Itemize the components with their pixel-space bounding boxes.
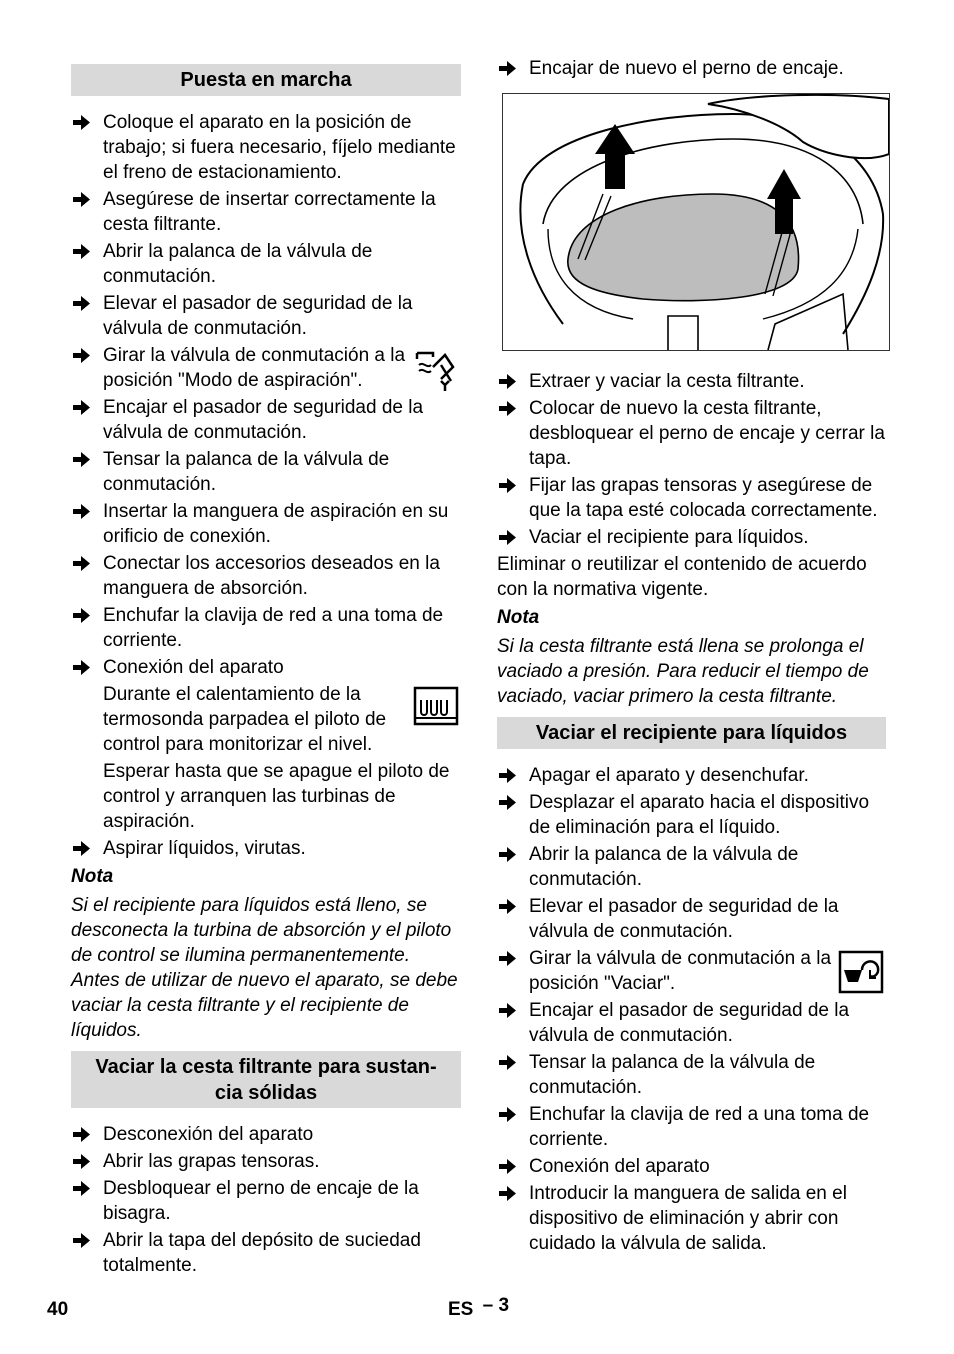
step-text: Abrir la tapa del depósito de suciedad totalmente.: [103, 1230, 421, 1276]
step-text: Desconexión del aparato: [103, 1124, 314, 1145]
note-label: Nota: [497, 607, 540, 628]
level-indicator-icon: [411, 684, 461, 732]
left-column: [71, 56, 461, 1280]
step-text: Elevar el pasador de seguridad de la válvula de conmutación.: [529, 896, 839, 942]
step-text: Conexión del aparato: [103, 657, 284, 678]
heating-info: [71, 682, 461, 757]
step-text: Encajar de nuevo el perno de encaje.: [529, 58, 844, 79]
right-arrow-icon: [73, 1154, 90, 1169]
note-label: Nota: [71, 866, 114, 887]
step-text: Desplazar el aparato hacia el dispositivo de eliminación para el líquido.: [529, 792, 870, 838]
right-arrow-icon: [499, 1159, 516, 1174]
step-text: Abrir la palanca de la válvula de conmutación.: [103, 241, 373, 287]
empty-mode-icon: [836, 948, 886, 996]
right-arrow-icon: [499, 847, 516, 862]
step-text: Fijar las grapas tensoras y asegúrese de que la tapa esté colocada correctamente.: [529, 475, 878, 521]
step-turn-valve-empty: [497, 946, 886, 996]
right-arrow-icon: [499, 1055, 516, 1070]
note-text: Si el recipiente para líquidos está lleno, se desconecta la turbina de absorción y el piloto de control se ilumina permanentemente. Antes de utilizar de nuevo el aparato, se debe vaciar la cesta filtrante y el recipiente de líquidos.: [71, 895, 458, 1041]
heating-text: Durante el calentamiento de la termosonda parpadea el piloto de control para monitorizar el nivel.: [103, 684, 387, 755]
step-text: Encajar el pasador de seguridad de la válvula de conmutación.: [529, 1000, 850, 1046]
step-plug-in: [497, 1102, 886, 1152]
right-arrow-icon: [499, 1186, 516, 1201]
right-arrow-icon: [73, 1181, 90, 1196]
heading-line: cia sólidas: [214, 1082, 318, 1104]
step-text: Girar la válvula de conmutación a la posición "Modo de aspiración".: [103, 345, 406, 391]
step-text: Asegúrese de insertar correctamente la cesta filtrante.: [103, 189, 436, 235]
step-text: Apagar el aparato y desenchufar.: [529, 765, 809, 786]
right-arrow-icon: [499, 899, 516, 914]
step-text: Tensar la palanca de la válvula de conmutación.: [103, 449, 390, 495]
section-heading-empty-basket: [71, 1051, 461, 1108]
step-open-clamps: [71, 1149, 461, 1174]
step-text: Tensar la palanca de la válvula de conmutación.: [529, 1052, 816, 1098]
right-arrow-icon: [73, 296, 90, 311]
step-connect-accessories: [71, 551, 461, 601]
step-text: Introducir la manguera de salida en el dispositivo de eliminación y abrir con cuidado la válvula de salida.: [529, 1183, 847, 1254]
right-arrow-icon: [73, 115, 90, 130]
step-open-lever: [497, 842, 886, 892]
step-text: Coloque el aparato en la posición de trabajo; si fuera necesario, fíjelo mediante el freno de estacionamiento.: [103, 112, 456, 183]
page-number: 40: [47, 1299, 69, 1320]
step-text: Insertar la manguera de aspiración en su orificio de conexión.: [103, 501, 449, 547]
right-arrow-icon: [73, 504, 90, 519]
right-arrow-icon: [73, 348, 90, 363]
step-insert-drain-hose: [497, 1181, 886, 1256]
right-arrow-icon: [73, 556, 90, 571]
right-arrow-icon: [73, 452, 90, 467]
step-raise-pin: [497, 894, 886, 944]
step-turn-off-unplug: [497, 763, 886, 788]
filter-basket-illustration: [502, 93, 890, 351]
right-arrow-icon: [499, 401, 516, 416]
section-heading-empty-liquids: Vaciar el recipiente para líquidos: [497, 717, 886, 749]
step-replace-basket: [497, 396, 886, 471]
right-arrow-icon: [499, 374, 516, 389]
step-text: Extraer y vaciar la cesta filtrante.: [529, 371, 805, 392]
step-switch-on: [497, 1154, 886, 1179]
step-position-device: [71, 110, 461, 185]
heading-line: Vaciar la cesta filtrante para sustan-: [95, 1056, 437, 1078]
step-raise-pin: [71, 291, 461, 341]
step-fix-clamps: [497, 473, 886, 523]
right-arrow-icon: [73, 660, 90, 675]
step-text: Enchufar la clavija de red a una toma de corriente.: [103, 605, 444, 651]
step-text: Conectar los accesorios deseados en la manguera de absorción.: [103, 553, 440, 599]
dispose-text: Eliminar o reutilizar el contenido de acuerdo con la normativa vigente.: [497, 554, 867, 600]
right-arrow-icon: [73, 244, 90, 259]
wait-text: Esperar hasta que se apague el piloto de control y arranquen las turbinas de aspiración.: [103, 761, 450, 832]
step-text: Abrir la palanca de la válvula de conmutación.: [529, 844, 799, 890]
right-arrow-icon: [73, 841, 90, 856]
step-insert-basket: [71, 187, 461, 237]
right-arrow-icon: [499, 768, 516, 783]
step-insert-hose: [71, 499, 461, 549]
right-arrow-icon: [499, 61, 516, 76]
suction-mode-icon: [411, 345, 461, 393]
step-text: Elevar el pasador de seguridad de la válvula de conmutación.: [103, 293, 413, 339]
step-lock-pin: [71, 395, 461, 445]
right-arrow-icon: [73, 400, 90, 415]
right-column: [497, 56, 886, 1258]
step-relock-pin: [497, 56, 886, 81]
step-turn-valve-suction: [71, 343, 461, 393]
language-code: ES: [448, 1299, 474, 1320]
right-arrow-icon: [73, 608, 90, 623]
step-text: Vaciar el recipiente para líquidos.: [529, 527, 809, 548]
right-arrow-icon: [499, 530, 516, 545]
step-vacuum-liquids: [71, 836, 461, 861]
step-tension-lever: [497, 1050, 886, 1100]
step-text: Encajar el pasador de seguridad de la válvula de conmutación.: [103, 397, 424, 443]
step-text: Conexión del aparato: [529, 1156, 710, 1177]
footer-language: [448, 1295, 510, 1321]
right-arrow-icon: [73, 1127, 90, 1142]
step-remove-basket: [497, 369, 886, 394]
step-lock-pin: [497, 998, 886, 1048]
right-arrow-icon: [73, 1233, 90, 1248]
step-plug-in: [71, 603, 461, 653]
step-text: Colocar de nuevo la cesta filtrante, desbloquear el perno de encaje y cerrar la tapa.: [529, 398, 885, 469]
right-arrow-icon: [499, 795, 516, 810]
step-switch-on: [71, 655, 461, 680]
right-arrow-icon: [499, 478, 516, 493]
step-text: Enchufar la clavija de red a una toma de corriente.: [529, 1104, 870, 1150]
step-tension-lever: [71, 447, 461, 497]
step-text: Aspirar líquidos, virutas.: [103, 838, 306, 859]
step-text: Girar la válvula de conmutación a la posición "Vaciar".: [529, 948, 832, 994]
step-open-lever: [71, 239, 461, 289]
note-text: Si la cesta filtrante está llena se prolonga el vaciado a presión. Para reducir el tiempo de vaciado, vaciar primero la cesta filtrante.: [497, 636, 869, 707]
right-arrow-icon: [499, 951, 516, 966]
section-heading-startup: Puesta en marcha: [71, 64, 461, 96]
step-move-device: [497, 790, 886, 840]
step-empty-container: [497, 525, 886, 550]
right-arrow-icon: [73, 192, 90, 207]
right-arrow-icon: [499, 1003, 516, 1018]
step-open-lid: [71, 1228, 461, 1278]
step-text: Abrir las grapas tensoras.: [103, 1151, 320, 1172]
right-arrow-icon: [499, 1107, 516, 1122]
section-number: – 3: [482, 1295, 510, 1316]
step-switch-off: [71, 1122, 461, 1147]
step-text: Desbloquear el perno de encaje de la bisagra.: [103, 1178, 419, 1224]
step-unlock-hinge: [71, 1176, 461, 1226]
